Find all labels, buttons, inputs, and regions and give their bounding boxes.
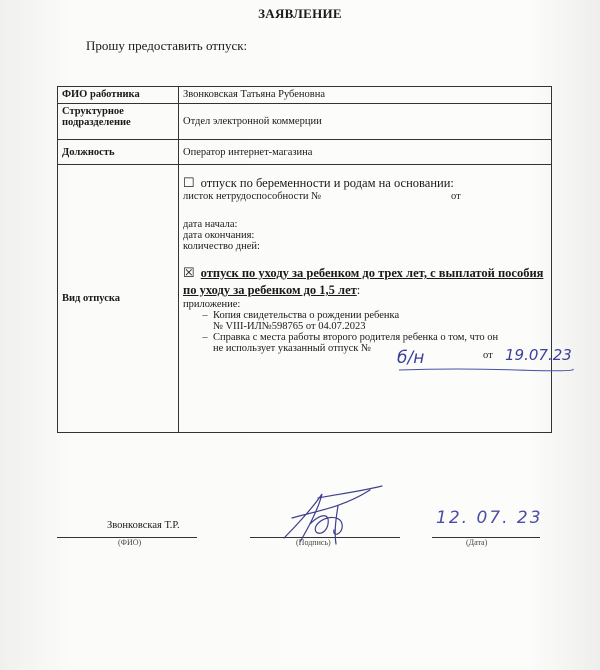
childcare-checkbox[interactable]: ☒ bbox=[183, 265, 195, 280]
signature-caption: (Подпись) bbox=[296, 538, 331, 547]
unit-value: Отдел электронной коммерции bbox=[179, 104, 552, 140]
date-caption: (Дата) bbox=[466, 538, 488, 547]
attachment-item-2: – Справка с места работы второго родителя ребенка о том, что он не использует указанный отпуск № б/н от 19.07.23 bbox=[183, 332, 547, 354]
start-date-label: дата начала: bbox=[183, 219, 238, 230]
cert-from-label: от bbox=[483, 350, 493, 361]
fio-label: ФИО работника bbox=[58, 87, 179, 104]
attachment-item-1-number: № VIII-ИЛ№598765 от 04.07.2023 bbox=[213, 321, 366, 332]
attachment-item-1: – Копия свидетельства о рождении ребенка № VIII-ИЛ№598765 от 04.07.2023 bbox=[183, 310, 547, 332]
maternity-checkbox[interactable]: ☐ bbox=[183, 175, 195, 190]
option-childcare: ☒ отпуск по уходу за ребенком до трех лет, с выплатой пособия по уходу за ребенком до 1,5 лет: bbox=[183, 265, 544, 297]
leave-form-table bbox=[57, 86, 572, 433]
handwritten-cert-number: б/н bbox=[397, 348, 425, 368]
option-maternity bbox=[183, 175, 547, 191]
attachment-item-1-text: Копия свидетельства о рождении ребенка bbox=[213, 310, 400, 321]
attachment-item-2-number: не использует указанный отпуск № bbox=[213, 343, 372, 354]
attachment-item-2-text: Справка с места работы второго родителя ребенка о том, что он bbox=[213, 332, 499, 343]
handwritten-signature bbox=[278, 484, 388, 550]
attachment-label: приложение: bbox=[183, 299, 241, 310]
leave-type-cell bbox=[179, 165, 572, 433]
end-date-label: дата окончания: bbox=[183, 230, 255, 241]
position-value: Оператор интернет-магазина bbox=[179, 140, 552, 165]
handwritten-sign-date: 12. 07. 23 bbox=[436, 508, 543, 528]
childcare-text: отпуск по уходу за ребенком до трех лет, с выплатой пособия по уходу за ребенком до 1,5 лет bbox=[183, 266, 544, 297]
intro-text: Прошу предоставить отпуск: bbox=[86, 38, 248, 53]
maternity-text: отпуск по беременности и родам на основании: bbox=[200, 176, 454, 190]
sick-list-label: листок нетрудоспособности № bbox=[183, 191, 322, 202]
position-label: Должность bbox=[58, 140, 179, 165]
handwritten-cert-date: 19.07.23 bbox=[505, 346, 572, 364]
fio-caption: (ФИО) bbox=[118, 538, 142, 547]
employee-short-name: Звонковская Т.Р. bbox=[107, 520, 180, 531]
sick-list-from: от bbox=[451, 191, 461, 202]
table-row bbox=[58, 140, 552, 165]
table-row bbox=[58, 87, 552, 104]
days-count-label: количество дней: bbox=[183, 241, 260, 252]
leave-type-label: Вид отпуска bbox=[58, 165, 179, 433]
handwritten-underline bbox=[397, 367, 575, 372]
fio-value: Звонковская Татьяна Рубеновна bbox=[179, 87, 552, 104]
table-row bbox=[58, 104, 552, 140]
unit-label: Структурное подразделение bbox=[58, 104, 179, 140]
document-title: ЗАЯВЛЕНИЕ bbox=[258, 6, 342, 21]
table-row bbox=[58, 165, 552, 433]
